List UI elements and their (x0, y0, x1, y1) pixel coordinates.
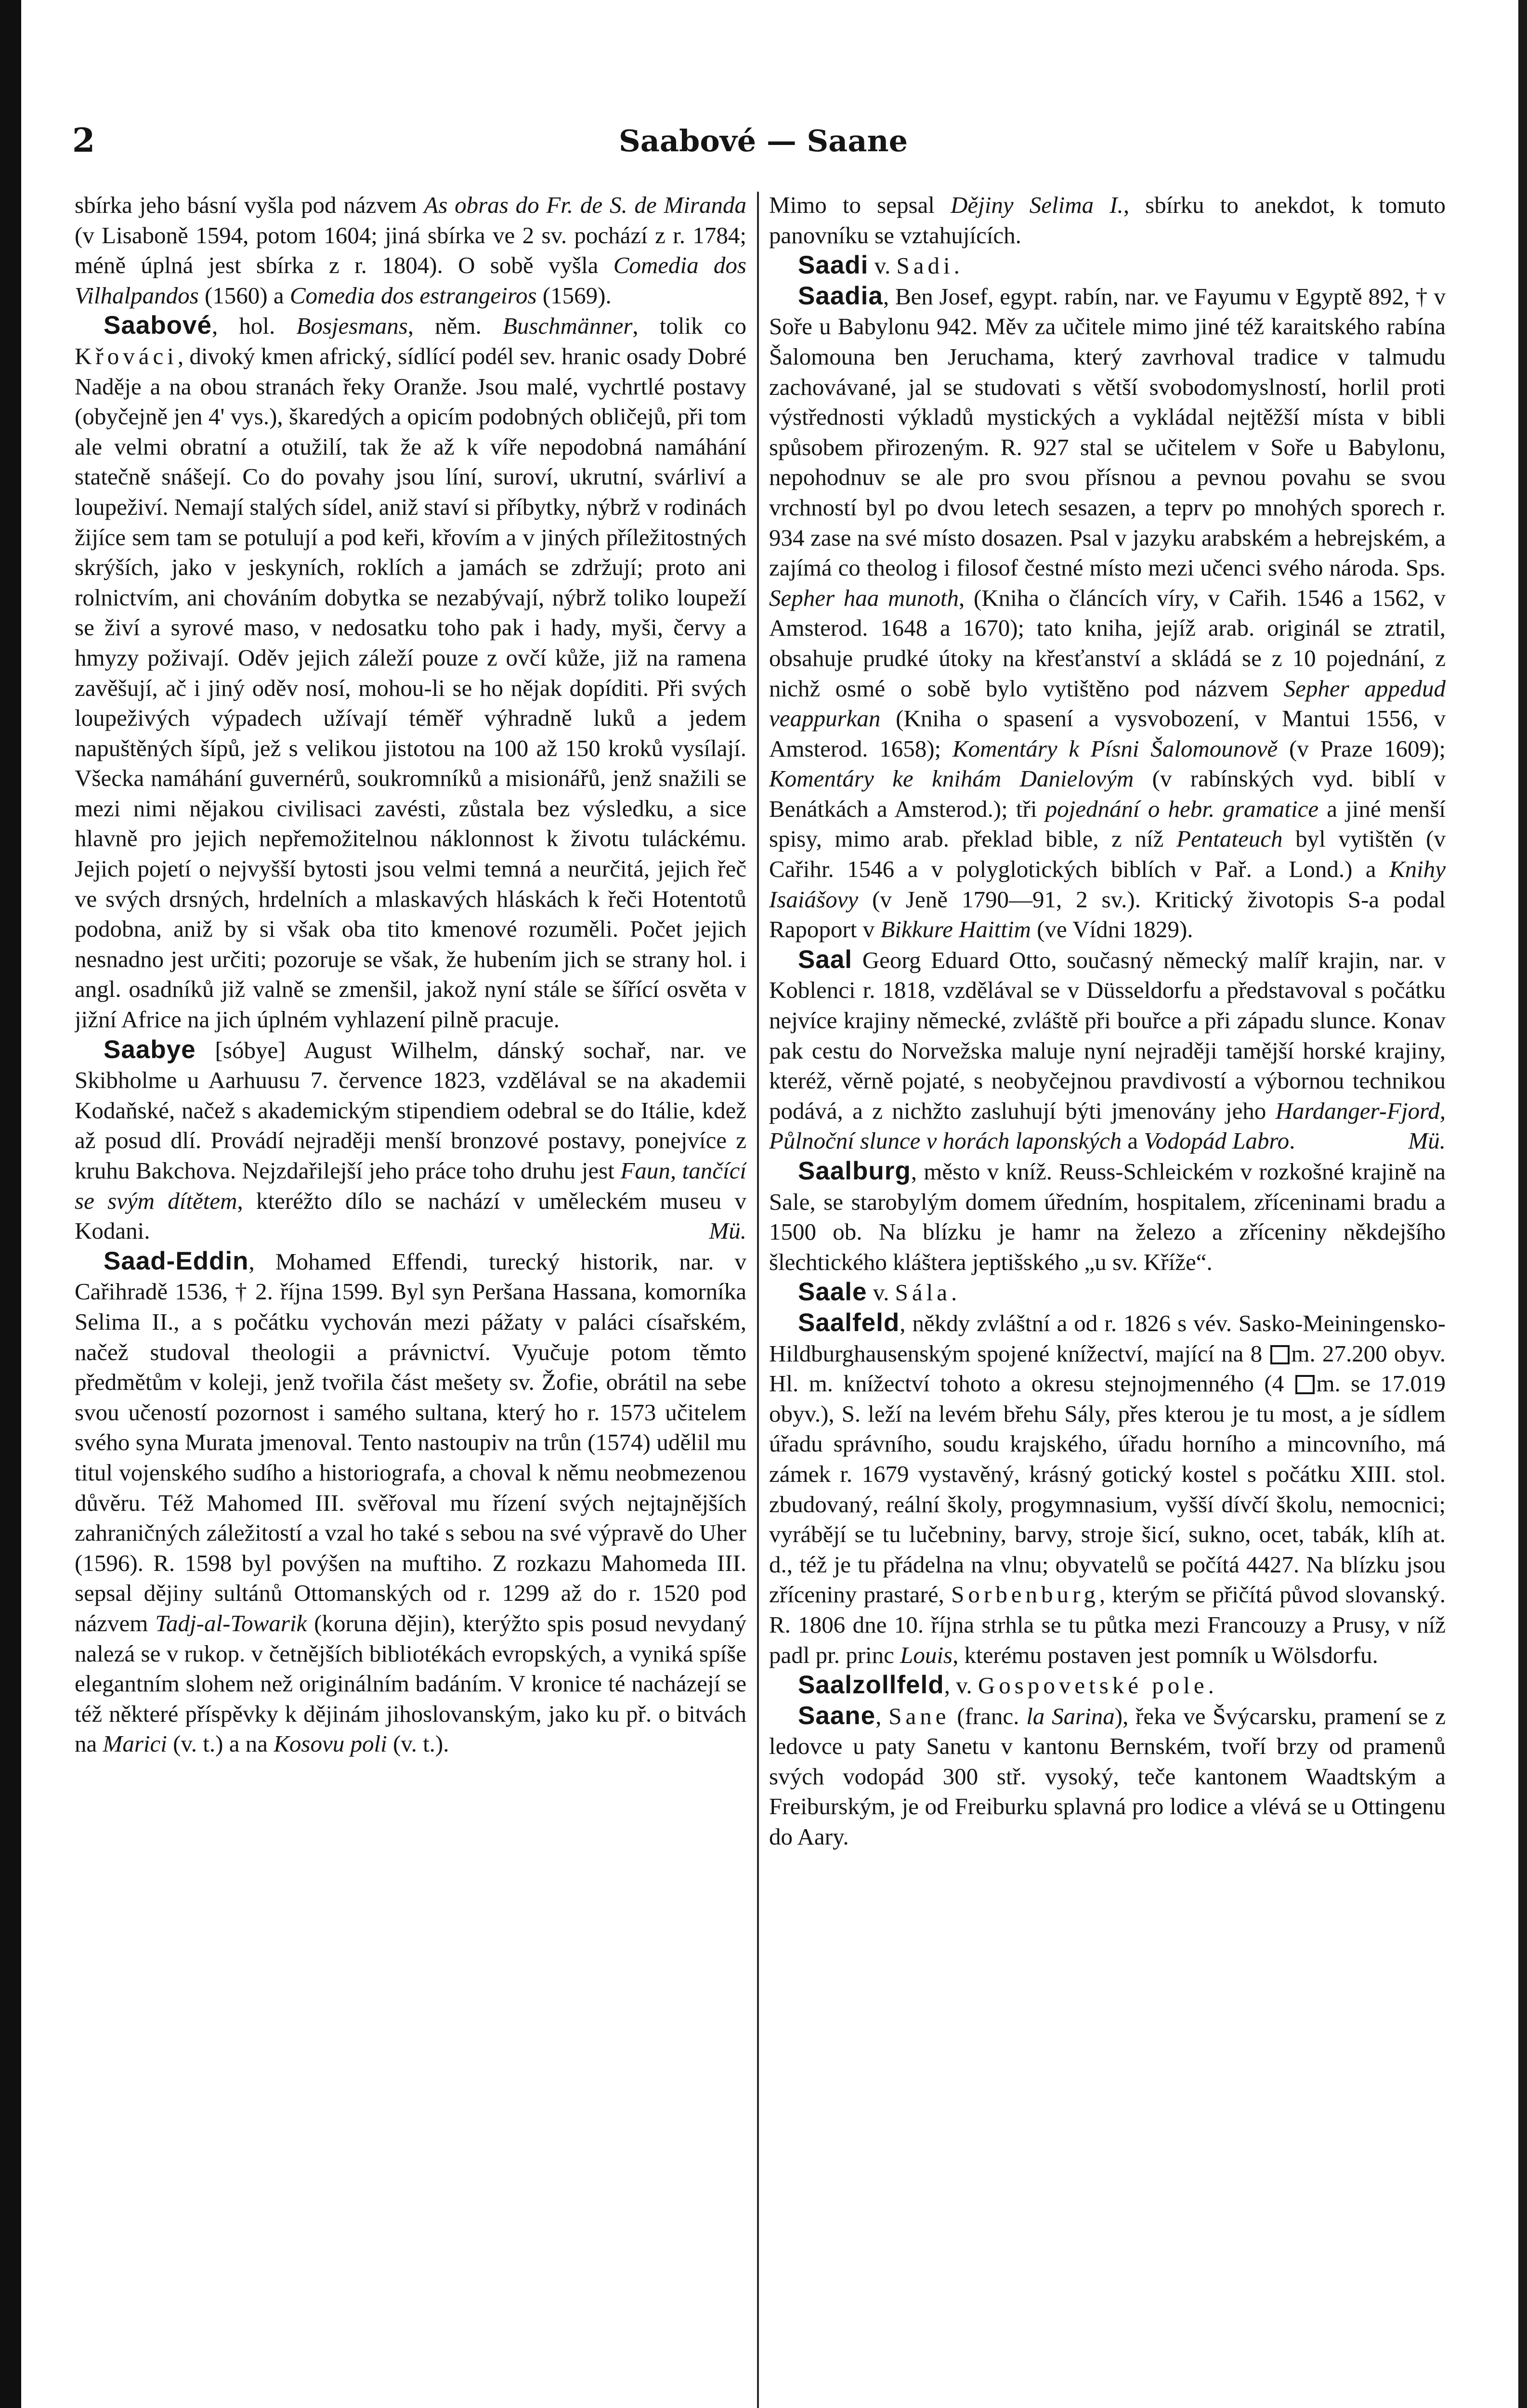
text-run: , kteréžto dílo se nachází v uměleckém museu v Kodani. (75, 1187, 746, 1244)
headword-saane: Saane (798, 1701, 876, 1730)
text-run: (ve Vídni 1829). (1031, 916, 1193, 943)
text-run: (1560) a (198, 282, 290, 309)
headword-saale: Saale (798, 1278, 867, 1307)
title-dejiny-selima: Dějiny Selima I. (951, 192, 1123, 218)
entry-saadi (769, 250, 1446, 281)
text-run: , tolik co (632, 313, 746, 340)
term-bosjesmans: Bosjesmans (296, 313, 408, 340)
entry-continuation-miranda (75, 190, 746, 311)
right-column (769, 190, 1446, 2408)
text-run: (koruna dějin), kterýžto spis posud nevydaný nalezá se v rukop. v četnějších bibliotékách evropských, a vyniká spíše elegantním slohem než originálním badáním. V kronice té nacházejí se též některé příspěvky k dějinám jihoslovanským, jako ku př. o bitvách na (75, 1610, 746, 1757)
title-komentary-danielovym: Komentáry ke knihám Danielovým (769, 765, 1134, 792)
entry-saane (769, 1701, 1446, 1852)
title-vodopad-labro: Vodopád Labro (1144, 1127, 1290, 1154)
term-sorbenburg: Sorbenburg (951, 1581, 1099, 1608)
text-run: . (1289, 1127, 1295, 1154)
title-bikkure-haittim: Bikkure Haittim (880, 916, 1031, 943)
headword-saalfeld: Saalfeld (798, 1308, 900, 1337)
text-run: , někdy zvláštní a od r. 1826 s vév. Sasko-Meiningensko-Hildburghausenským spojené knížectví, mající na 8 (769, 1309, 1446, 1367)
entry-continuation-saad-eddin (769, 190, 1446, 250)
text-run: Georg Eduard Otto, současný německý malíř krajin, nar. v Koblenci r. 1818, vzdělával se v Düsseldorfu a představoval s počátku nejvíce krajiny německé, zvláště při bouřce a při západu slunce. Konav pak cestu do Norvežska maluje nyní nejraději tamější horské krajiny, kteréž, věrně pojaté, s neobyčejnou pravdivostí a výbornou technikou podává, a z nichžto zasluhují býti jmenovány jeho (769, 946, 1446, 1124)
ref-marici: Marici (103, 1730, 167, 1757)
text-run: sbírka jeho básní vyšla pod názvem (75, 192, 424, 218)
running-head: Saabové — Saane (618, 123, 908, 158)
text-run: (v Lisaboně 1594, potom 1604; jiná sbírka ve 2 sv. pochází z r. 1784; méně úplná jest sbírka z r. 1804). O sobě vyšla (75, 222, 746, 279)
text-run: . (953, 252, 960, 279)
scan-edge-right (1518, 0, 1527, 2408)
headword-saalzollfeld: Saalzollfeld (798, 1671, 944, 1700)
text-run: (v. t.) a na (167, 1730, 274, 1757)
title-comedia-estrangeiros: Comedia dos estrangeiros (289, 282, 537, 309)
headword-saabye: Saabye (104, 1035, 196, 1064)
entry-saalzollfeld (769, 1670, 1446, 1701)
term-buschmanner: Buschmänner (502, 313, 633, 340)
text-run: , hol. (212, 313, 297, 340)
entry-saal (769, 945, 1446, 1156)
text-run: , něm. (407, 313, 503, 340)
entry-saad-eddin (75, 1246, 746, 1759)
title-komentary-pisni: Komentáry k Písni Šalomounově (952, 735, 1278, 762)
text-run: . (1208, 1672, 1214, 1699)
title-pentateuch: Pentateuch (1176, 825, 1283, 852)
headword-saalburg: Saalburg (798, 1157, 911, 1185)
column-divider (757, 192, 759, 2408)
text-run: , (875, 1702, 889, 1729)
author-signature: Mü. (709, 1217, 746, 1244)
text-run: (v rabínských vyd. biblí v Benátkách a Amsterod.); tři (769, 765, 1446, 822)
title-sepher-appedud: Sepher appedud veappurkan (769, 675, 1446, 732)
xref-gospovetske-pole: Gospovetské pole (978, 1672, 1208, 1699)
xref-sadi: Sadi (896, 252, 954, 279)
xref-sala: Sála (895, 1279, 951, 1306)
text-run: , v. (944, 1672, 978, 1699)
text-run: v. (868, 252, 897, 279)
entry-saalfeld (769, 1308, 1446, 1670)
entry-saalburg (769, 1156, 1446, 1277)
square-mile-symbol (1270, 1345, 1290, 1364)
text-run: m. se 17.019 obyv.), S. leží na levém břehu Sály, přes kterou je tu most, a je sídlem úřadu správního, soudu krajského, úřadu horního a mincovního, má zámek r. 1679 vystavěný, krásný gotický kostel s počátku XIII. stol. zbudovaný, reální školy, progymnasium, vyšší dívčí školu, nemocnici; vyrábějí se tu lučebniny, barvy, stroje šicí, sukno, ocet, tabák, klíh at. d., též je tu přádelna na vlnu; obyvatelů se počítá 4427. Na blízku jsou zříceniny prastaré, (769, 1370, 1446, 1608)
square-mile-symbol (1295, 1375, 1315, 1394)
page-header (72, 121, 1454, 165)
title-knihy-isaiasovy: Knihy Isaiášovy (769, 856, 1446, 913)
text-run: , kterým se přičítá původ slovanský. R. 1806 dne 10. října strhla se tu půtka mezi Francouzy a Prusy, v níž padl pr. princ (769, 1581, 1446, 1668)
term-krovaci: Křováci (75, 342, 178, 369)
text-run: , Ben Josef, egypt. rabín, nar. ve Fayumu v Egyptě 892, † v Soře u Babylonu 942. Měv za učitele mimo jiné též karaitského rabína Šalomouna ben Jeruchama, který zavrhoval tradice v talmudu zachovávané, jal se studovati s větší svobodomyslností, horlil proti výstřednosti výkladů mystických a vykládal nejtěžší místa v bibli spůsobem přirozeným. R. 927 stal se učitelem v Soře u Babylonu, nepohodnuv se ale pro svou přísnou a pevnou povahu se svou vrchností byl po dvou letech sesazen, a teprv po mnohých sporech r. 934 zase na své místo dosazen. Psal v jazyku arabském a hebrejském, a zajímá co theolog i filosof čestné místo mezi učenci svého národa. Sps. (769, 283, 1446, 581)
text-run: byl vytištěn (v Cařihr. 1546 a v polyglotických biblích v Pař. a Lond.) a (769, 825, 1446, 883)
headword-saadia: Saadia (798, 281, 883, 310)
title-as-obras: As obras do Fr. de S. de Miranda (424, 192, 746, 218)
text-run: , město v kníž. Reuss-Schleickém v rozkošné krajině na Sale, se starobylým domem úředním, hospitalem, zříceninami bradu a 1500 ob. Na blízku je hamr na železo a zříceniny někdejšího šlechtického kláštera jeptišského „u sv. Kříže“. (769, 1158, 1446, 1275)
title-hardanger-fjord: Hardanger-Fjord, Půlnoční slunce v horách laponských (769, 1097, 1446, 1154)
headword-saadi: Saadi (798, 251, 869, 280)
text-run: a jiné menší spisy, mimo arab. překlad bible, z níž (769, 795, 1446, 852)
text-run: . (951, 1279, 957, 1306)
author-signature: Mü. (1408, 1127, 1446, 1154)
text-run: (1569). (536, 282, 612, 309)
entry-saadia (769, 281, 1446, 945)
scan-edge-left (0, 0, 21, 2408)
text-run: ), řeka ve Švýcarsku, pramení se z ledovce u paty Sanetu v kantonu Bernském, tvoří brzy od pramenů svých vodopád 300 stř. vysoký, teče kantonem Waadtským a Freiburským, je od Freiburku splavná pro lodice a vlévá se u Ottingenu do Aary. (769, 1702, 1446, 1850)
text-run: Mimo to sepsal (769, 192, 951, 218)
term-sane: Sane (888, 1702, 950, 1729)
text-run: (v. t.). (387, 1730, 449, 1757)
headword-saal: Saal (798, 945, 853, 974)
text-run: (v Praze 1609); (1278, 735, 1446, 762)
headword-saad-eddin: Saad-Eddin (104, 1246, 249, 1275)
text-run: , Mohamed Effendi, turecký historik, nar. v Cařihradě 1536, † 2. října 1599. Byl syn Peršana Hassana, komorníka Selima II., a s počátku vychován mezi pážaty v paláci císařském, načež studoval theologii a právnictví. Vyučuje potom těmto předmětům v koleji, jenž tvořila část mešety sv. Žofie, obrátil na sebe svou učeností pozornost i samého sultana, který ho r. 1573 učitelem svého syna Murata jmenoval. Tento nastoupiv na trůn (1574) udělil mu titul vojenského sudího a historiografa, a choval k němu neobmezenou důvěru. Též Mahomed III. svěřoval mu řízení svých nejtajnějších zahraničných záležitostí a vzal ho také s sebou na své výpravě do Uher (1596). R. 1598 byl povýšen na muftiho. Z rozkazu Mahomeda III. sepsal dějiny sultánů Ottomanských od r. 1299 až do r. 1520 pod názvem (75, 1248, 746, 1636)
title-comedia-vilhalpandos: Comedia dos Vilhalpandos (75, 252, 746, 309)
ref-kosovu-poli: Kosovu poli (274, 1730, 387, 1757)
left-column (75, 190, 746, 2408)
title-sepher-haamunoth: Sepher haa munoth (769, 584, 959, 611)
entry-saabove (75, 311, 746, 1034)
text-run: (Kniha o spasení a vysvobození, v Mantui 1556, v Amsterod. 1658); (769, 705, 1446, 762)
text-run: v. (867, 1279, 895, 1306)
entry-saale (769, 1277, 1446, 1308)
title-pojednani-gramatice: pojednání o hebr. gramatice (1045, 795, 1319, 822)
headword-saabove: Saabové (104, 311, 212, 340)
page-number: 2 (72, 121, 95, 160)
text-run: [sóbye] August Wilhelm, dánský sochař, nar. ve Skibholme u Aarhuusu 7. července 1823, vzdělával se na akademii Kodaňské, načež s akademickým stipendiem odebral se do Itálie, kdež až posud dlí. Provádí nejraději menší bronzové postavy, ponejvíce z kruhu Bakchova. Nejzdařilejší jeho práce toho druhu jest (75, 1036, 746, 1184)
text-run: (v Jeně 1790—91, 2 sv.). Kritický životopis S-a podal Rapoport v (769, 886, 1446, 943)
text-run: m. 27.200 obyv. Hl. m. knížectví tohoto a okresu stejnojmenného (4 (769, 1340, 1446, 1397)
text-run: a (1122, 1127, 1144, 1154)
text-run: (franc. (950, 1702, 1027, 1729)
text-run: , divoký kmen africký, sídlící podél sev. hranic osady Dobré Naděje a na obou stranách řeky Oranže. Jsou malé, vychrtlé postavy (obyčejně jen 4' vys.), škaredých a opicím podobných obličejů, při tom ale velmi obratní a otužilí, tak že až k víře nepodobná namáhání statečně snášejí. Co do povahy jsou líní, suroví, ukrutní, svárliví a loupeživí. Nemají stalých sídel, aniž staví si příbytky, nýbrž v rodinách žijíce sem tam se potulují a pod keři, křovím a v jiných příležitostných skrýších, jako v jeskyních, roklích a jamách se zdržují; proto ani rolnictvím, ani chováním dobytka se nezabývají, nýbrž toliko loupeží se živí a syrové maso, v nedosatku toho pak i hady, myši, červy a hmyzy poživají. Oděv jejich záleží pouze z ovčí kůže, již na ramena zavěšují, ač i jiný oděv nosí, mohou-li se ho nějak dopíditi. Při svých loupeživých výpadech užívají téměř výhradně luků a jedem napuštěných šípů, jež s velikou jistotou na 100 až 150 kroků vysílají. Všecka namáhání guvernérů, soukromníků a misionářů, jenž snažili se mezi nimi nějakou civilisaci zavésti, zůstala bez výsledku, a sice hlavně pro jejich nepřemožitelnou náklonnost k životu tuláckému. Jejich pojetí o nejvyšší bytosti jsou velmi temná a neurčitá, jejich řeč ve svých drsných, hrdelních a mlaskavých hláskách k řeči Hotentotů podobna, aniž by si však oba tito kmenové rozuměli. Počet jejich nesnadno jest určiti; pozoruje se však, že hubením jich se strany hol. i angl. osadníků již valně se zmenšil, jakož nyní stále se šířící osvěta v jižní Africe na jich úplném vyhlazení pilně pracuje. (75, 342, 746, 1033)
title-faun: Faun, tančící se svým dítětem (75, 1157, 746, 1214)
name-louis: Louis (900, 1641, 953, 1668)
title-tadj-al-towarik: Tadj-al-Towarik (155, 1610, 307, 1636)
term-la-sarina: la Sarina (1026, 1702, 1115, 1729)
text-run: , (Kniha o článcích víry, v Cařih. 1546 a 1562, v Amsterod. 1648 a 1670); tato kniha, jejíž arab. originál se ztratil, obsahuje prudké útoky na křesťanství a skládá se z 10 pojednání, z nichž osmé o sobě bylo vytištěno pod názvem (769, 584, 1446, 702)
text-run: , kterému postaven jest pomník u Wölsdorfu. (953, 1641, 1378, 1668)
text-run: , sbírku to anekdot, k tomuto panovníku se vztahujících. (769, 192, 1446, 249)
entry-saabye (75, 1035, 746, 1246)
